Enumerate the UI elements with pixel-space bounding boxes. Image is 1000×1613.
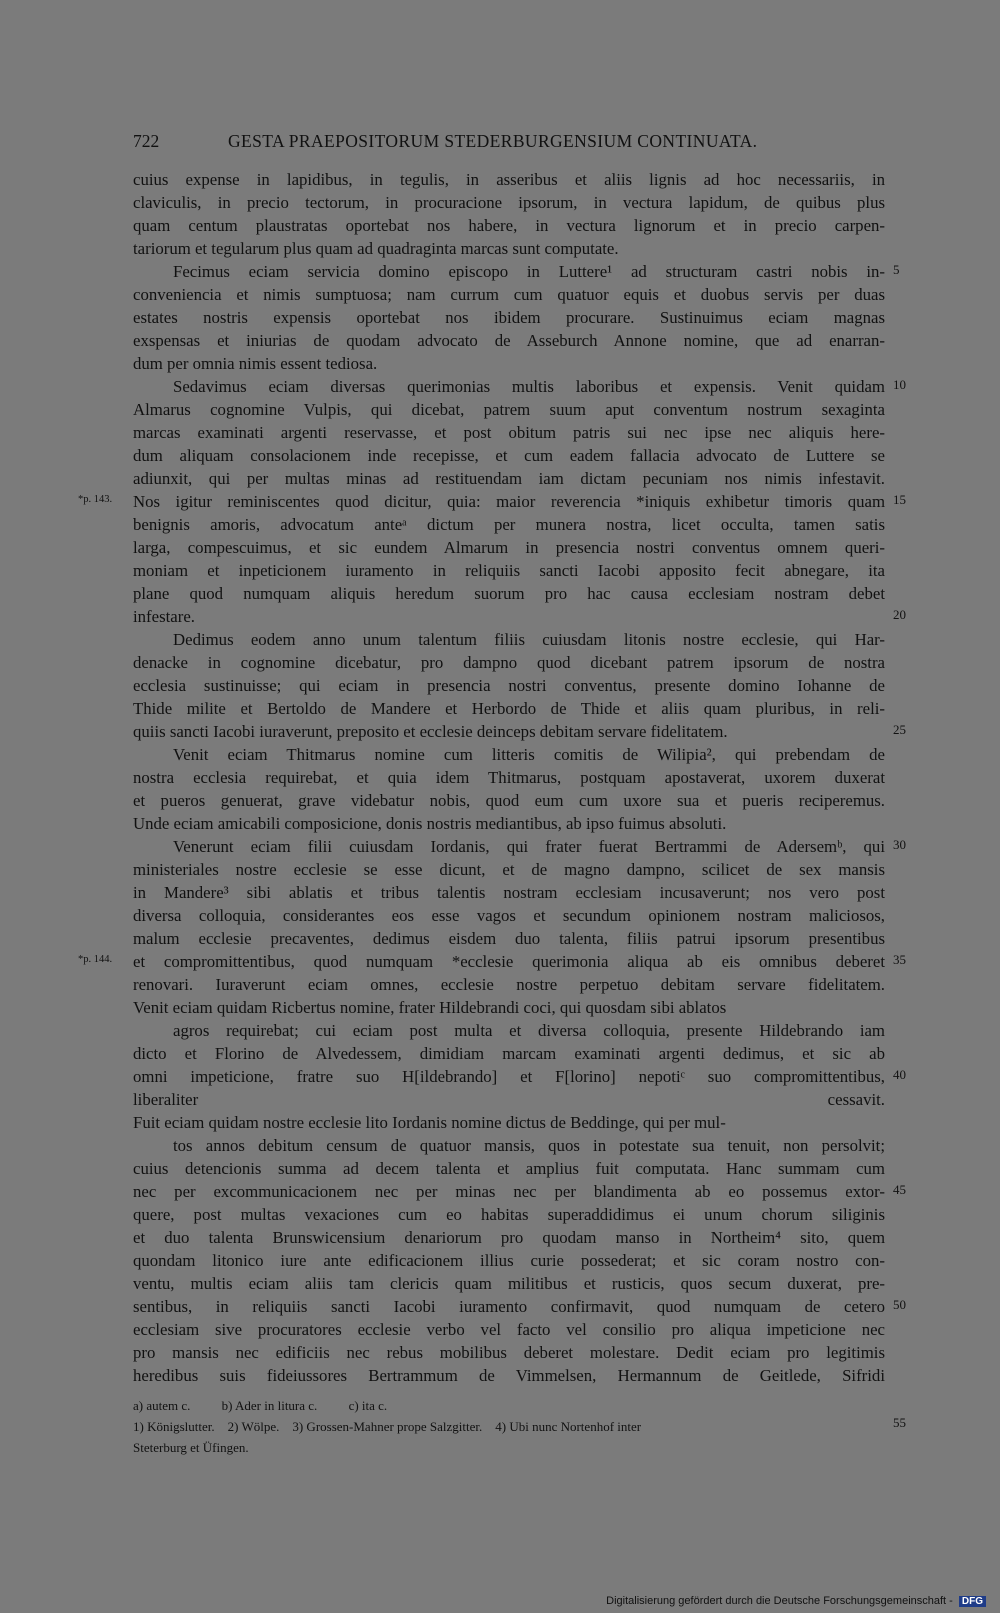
text-line: Venit eciam quidam Ricbertus nomine, frater Hildebrandi coci, qui quosdam sibi ablatos (133, 998, 727, 1017)
text-line: Unde eciam amicabili composicione, donis nostris mediantibus, ab ipso fuimus absoluti. (133, 814, 727, 833)
text-line: Venerunt eciam filii cuiusdam Iordanis, qui frater fuerat Bertrammi de Adersemᵇ, qui (173, 837, 885, 856)
text-line: Venit eciam Thitmarus nomine cum litteris comitis de Wilipia², qui prebendam de (173, 745, 885, 764)
page-number: 722 (133, 131, 160, 151)
text-note: c) ita c. (348, 1398, 388, 1413)
text-line: marcas examinati argenti reservasse, et post obitum patris sui nec ipse nec aliquis here- (133, 423, 885, 442)
line-number: 50 (893, 1297, 906, 1312)
text-line: heredibus suis fideiussores Bertrammum de Vimmelsen, Hermannum de Geitlede, Sifridi (133, 1366, 885, 1385)
text-line: plane quod numquam aliquis heredum suorum pro hac causa ecclesiam nostram debet (133, 584, 885, 603)
text-line: conveniencia et nimis sumptuosa; nam currum cum quatuor equis et duobus servis per duas (133, 285, 885, 304)
text-line: larga, compescuimus, et sic eundem Almarum in presencia nostri conventus omnem queri- (133, 538, 885, 557)
text-line: infestare. (133, 607, 195, 626)
text-line: Thide milite et Bertoldo de Mandere et Herbordo de Thide et aliis quam pluribus, in reli- (133, 699, 885, 718)
text-line: tos annos debitum censum de quatuor mansis, quos in potestate sua tenuit, non persolvit; (173, 1136, 885, 1155)
text-line: dum aliquam consolacionem inde recepisse, et cum eadem fallacia advocato de Luttere se (133, 446, 885, 465)
text-line: renovari. Iuraverunt eciam omnes, ecclesie nostre perpetuo debitam servare fidelitatem. (133, 975, 885, 994)
footer-credit: Digitalisierung gefördert durch die Deutsche Forschungsgemeinschaft - (606, 1595, 953, 1607)
text-line: diversa colloquia, considerantes eos esse vagos et secundum opinionem nostram maliciosos, (133, 906, 885, 925)
text-line: dum per omnia nimis essent tediosa. (133, 354, 378, 373)
text-line: cuius detencionis summa ad decem talenta et amplius fuit computata. Hanc summam cum (133, 1159, 885, 1178)
text-line: omni impeticione, fratre suo H[ildebrando] et F[lorino] nepotiᶜ suo compromittentibus, (133, 1067, 885, 1086)
text-line: ministeriales nostre ecclesie se esse dicunt, et de magno dampno, scilicet de sex mansis (133, 860, 885, 879)
text-line: agros requirebat; cui eciam post multa et diversa colloquia, presente Hildebrando iam (173, 1021, 885, 1040)
text-line: et pueros genuerat, grave videbatur nobis, quod eum cum uxore sua et pueris reciperemus. (133, 791, 885, 810)
text-line: sentibus, in reliquiis sancti Iacobi iuramento confirmavit, quod numquam de cetero (133, 1297, 885, 1316)
running-title: GESTA PRAEPOSITORUM STEDERBURGENSIUM CONTINUATA. (228, 131, 758, 151)
text-line: tariorum et tegularum plus quam ad quadraginta marcas sunt computate. (133, 239, 619, 258)
line-number: 35 (893, 952, 906, 967)
dfg-footer (606, 1595, 986, 1607)
dfg-logo: DFG (959, 1596, 986, 1607)
line-number: 45 (893, 1182, 906, 1197)
line-number: 15 (893, 492, 906, 507)
text-line: liberaliter cessavit. (133, 1090, 885, 1109)
line-number: 55 (893, 1415, 906, 1430)
notes-block (133, 1395, 893, 1458)
text-line: adiunxit, qui per multas minas ad restituendam iam dictam pecuniam nos nimis infestavit. (133, 469, 885, 488)
text-line: benignis amoris, advocatum anteᵃ dictum per munera nostra, licet occulta, tamen satis (133, 515, 885, 534)
text-line: dicto et Florino de Alvedessem, dimidiam marcam examinati argenti dedimus, et sic ab (133, 1044, 885, 1063)
footnote-line: 1) Königslutter. 2) Wölpe. 3) Grossen-Mahner prope Salzgitter. 4) Ubi nunc Nortenhof inter (133, 1419, 642, 1434)
text-line: quondam litonico iure ante edificacionem illius curie possederat; et sic coram nostro con- (133, 1251, 885, 1270)
margin-page-ref: *p. 143. (78, 494, 113, 505)
text-line: Nos igitur reminiscentes quod dicitur, quia: maior reverencia *iniquis exhibetur timoris quam (133, 492, 885, 511)
line-number: 40 (893, 1067, 906, 1082)
text-line: claviculis, in precio tectorum, in procuracione ipsorum, in vectura lapidum, de quibus plus (133, 193, 885, 212)
text-line: moniam et inpeticionem iuramento in reliquiis sancti Iacobi apposito fecit abnegare, ita (133, 561, 885, 580)
text-line: pro mansis nec edificiis nec rebus mobilibus deberet molestare. Dedit eciam pro legitimis (133, 1343, 885, 1362)
text-line: quam centum plaustratas oportebat nos habere, in vectura lignorum et in precio carpen- (133, 216, 885, 235)
text-line: ecclesiam sive procuratores ecclesie verbo vel facto vel consilio pro aliqua impeticione nec (133, 1320, 885, 1339)
text-line: Fuit eciam quidam nostre ecclesie lito Iordanis nomine dictus de Beddinge, qui per mul- (133, 1113, 726, 1132)
footnote-line: Steterburg et Üfingen. (133, 1440, 249, 1455)
margin-page-ref: *p. 144. (78, 954, 113, 965)
text-line: estates nostris expensis oportebat nos ibidem procurare. Sustinuimus eciam magnas (133, 308, 885, 327)
line-number: 25 (893, 722, 906, 737)
text-line: Fecimus eciam servicia domino episcopo in Luttere¹ ad structuram castri nobis in- (173, 262, 885, 281)
line-number: 30 (893, 837, 906, 852)
text-critical-notes (133, 1395, 893, 1416)
text-note: b) Ader in litura c. (221, 1398, 318, 1413)
text-line: ecclesia sustinuisse; qui eciam in presencia nostri conventus, presente domino Iohanne de (133, 676, 885, 695)
text-line: malum ecclesie precaventes, dedimus eisdem duo talenta, filiis patrui ipsorum presentibus (133, 929, 885, 948)
text-line: cuius expense in lapidibus, in tegulis, in asseribus et aliis lignis ad hoc necessariis, in (133, 170, 885, 189)
text-line: quere, post multas vexaciones cum eo habitas superaddidimus ei unum chorum siliginis (133, 1205, 885, 1224)
text-line: quiis sancti Iacobi iuraverunt, preposito et ecclesie deinceps debitam servare fidelitatem. (133, 722, 728, 741)
text-line: Dedimus eodem anno unum talentum filiis cuiusdam litonis nostre ecclesie, qui Har- (173, 630, 885, 649)
text-line: ventu, multis eciam aliis tam clericis quam militibus et rusticis, quos secum duxerat, pre- (133, 1274, 885, 1293)
page-header (133, 131, 885, 155)
text-line: exspensas et iniurias de quodam advocato de Asseburch Annone nomine, que ad enarran- (133, 331, 885, 350)
text-line: in Mandere³ sibi ablatis et tribus talentis nostram ecclesiam incusaverunt; nos vero post (133, 883, 885, 902)
text-line: denacke in cognomine dicebatur, pro dampno quod dicebant patrem ipsorum de nostra (133, 653, 885, 672)
text-line: et compromittentibus, quod numquam *ecclesie querimonia aliqua ab eis omnibus deberet (133, 952, 885, 971)
text-line: nostra ecclesia requirebat, et quia idem Thitmarus, postquam apostaverat, uxorem duxerat (133, 768, 885, 787)
text-line: Sedavimus eciam diversas querimonias multis laboribus et expensis. Venit quidam (173, 377, 885, 396)
line-number: 10 (893, 377, 906, 392)
line-number: 20 (893, 607, 906, 622)
text-line: et duo talenta Brunswicensium denariorum pro quodam manso in Northeim⁴ sito, quem (133, 1228, 885, 1247)
text-line: nec per excommunicacionem nec per minas nec per blandimenta ab eo possemus extor- (133, 1182, 885, 1201)
text-line: Almarus cognomine Vulpis, qui dicebat, patrem suum aput conventum nostrum sexaginta (133, 400, 885, 419)
text-note: a) autem c. (133, 1398, 191, 1413)
line-number: 5 (893, 262, 900, 277)
